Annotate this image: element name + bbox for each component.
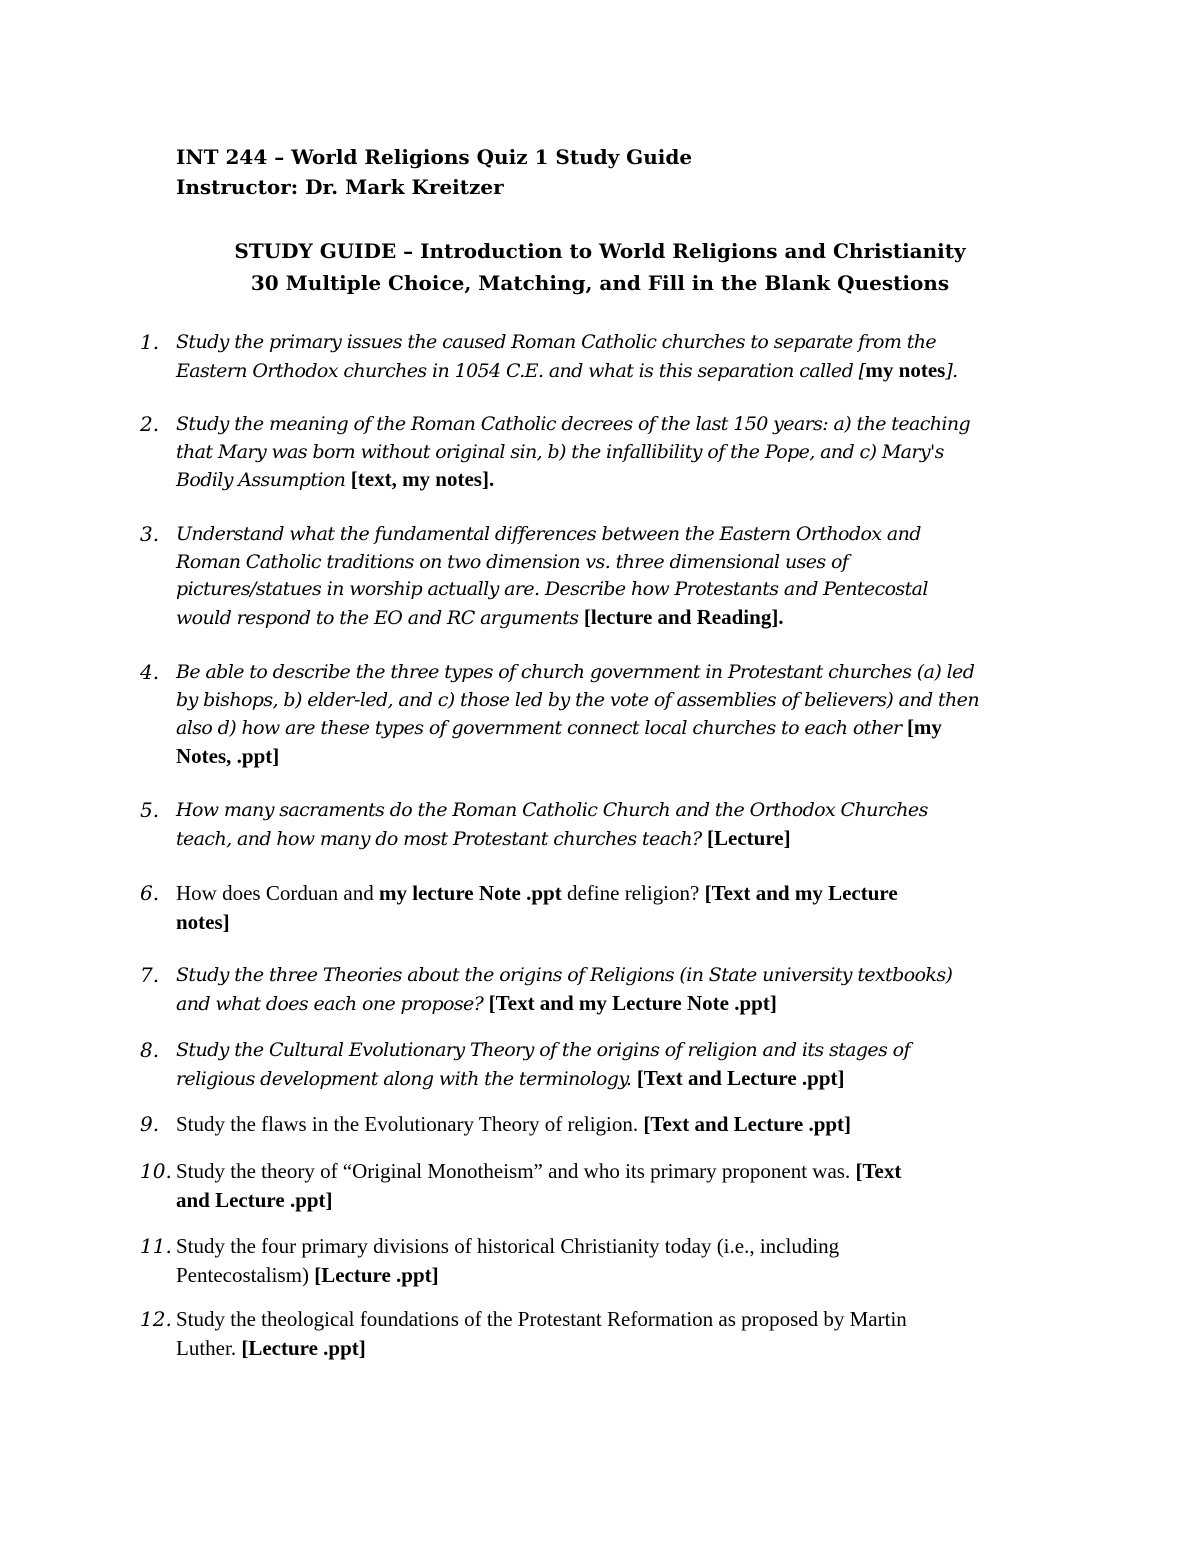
question-text: teach, and how many do most Protestant churches teach? bbox=[176, 827, 708, 850]
question-text: How many sacraments do the Roman Catholic Church and the Orthodox Churches bbox=[176, 799, 928, 821]
question-number: 10. bbox=[140, 1159, 172, 1183]
study-guide-heading: STUDY GUIDE – Introduction to World Religions and Christianity bbox=[234, 239, 966, 263]
question-number: 9. bbox=[140, 1112, 160, 1136]
question-text: also d) how are these types of government connect local churches to each other bbox=[176, 717, 907, 739]
reference-tag: Notes, .ppt] bbox=[176, 743, 280, 768]
question-text: Study the primary issues the caused Roman Catholic churches to separate from the bbox=[176, 331, 937, 353]
reference-tag: notes] bbox=[176, 909, 230, 934]
reference-tag: [text, my notes]. bbox=[350, 467, 495, 491]
question-10 bbox=[176, 1158, 1036, 1215]
question-number: 3. bbox=[140, 522, 160, 546]
question-line bbox=[176, 880, 1036, 909]
question-format-heading: 30 Multiple Choice, Matching, and Fill in the Blank Questions bbox=[250, 271, 950, 295]
question-line bbox=[176, 825, 1036, 854]
question-line bbox=[176, 549, 1036, 577]
question-text: Study the Cultural Evolutionary Theory of the origins of religion and its stages of bbox=[176, 1039, 910, 1061]
question-line bbox=[176, 1306, 1036, 1335]
question-text: religious development along with the terminology. bbox=[176, 1067, 637, 1090]
question-line bbox=[176, 329, 1036, 357]
question-line bbox=[176, 411, 1036, 439]
question-line bbox=[176, 687, 1036, 715]
question-line bbox=[176, 1335, 1036, 1364]
question-text: Study the theory of “Original Monotheism” and who its primary proponent was. bbox=[176, 1159, 856, 1183]
question-line bbox=[176, 1262, 1036, 1291]
question-number: 4. bbox=[140, 660, 160, 684]
question-text: Roman Catholic traditions on two dimension vs. three dimensional uses of bbox=[176, 550, 849, 573]
question-line bbox=[176, 521, 1036, 549]
question-line bbox=[176, 1037, 1036, 1065]
question-text: that Mary was born without original sin, b) the infallibility of the Pope, and c) Mary's bbox=[176, 440, 944, 463]
question-line bbox=[176, 659, 1036, 687]
question-text: pictures/statues in worship actually are. Describe how Protestants and Pentecostal bbox=[176, 578, 928, 600]
question-line bbox=[176, 604, 1036, 633]
question-line bbox=[176, 1065, 1036, 1094]
question-text: define religion? bbox=[561, 881, 705, 905]
reference-tag: [Text and Lecture .ppt] bbox=[643, 1112, 852, 1136]
question-text: Pentecostalism) bbox=[176, 1262, 315, 1287]
question-text: would respond to the EO and RC arguments bbox=[176, 606, 584, 629]
question-number: 1. bbox=[140, 330, 160, 354]
question-text: Bodily Assumption bbox=[176, 469, 351, 491]
question-text: Study the flaws in the Evolutionary Theory of religion. bbox=[176, 1112, 644, 1136]
question-number: 12. bbox=[140, 1307, 172, 1331]
reference-tag: my notes bbox=[865, 357, 946, 382]
question-line bbox=[176, 576, 1036, 604]
question-number: 5. bbox=[140, 798, 160, 822]
question-text: Study the theological foundations of the Protestant Reformation as proposed by Martin bbox=[176, 1307, 907, 1331]
question-line bbox=[176, 909, 1036, 938]
question-11 bbox=[176, 1233, 1036, 1290]
question-text: ]. bbox=[945, 359, 958, 382]
question-text: How does Corduan and bbox=[176, 881, 379, 905]
question-9 bbox=[176, 1111, 1036, 1140]
question-number: 7. bbox=[140, 963, 160, 987]
question-4 bbox=[176, 659, 1036, 771]
reference-tag: [my bbox=[906, 715, 942, 739]
question-line bbox=[176, 1111, 1036, 1140]
question-number: 8. bbox=[140, 1038, 160, 1062]
question-line bbox=[176, 743, 1036, 772]
question-3 bbox=[176, 521, 1036, 632]
question-8 bbox=[176, 1037, 1036, 1093]
question-line bbox=[176, 962, 1036, 990]
question-text: and what does each one propose? bbox=[176, 992, 489, 1015]
reference-tag: [Text and my Lecture bbox=[704, 881, 898, 905]
question-line bbox=[176, 1187, 1036, 1216]
question-text: Study the four primary divisions of historical Christianity today (i.e., including bbox=[176, 1234, 840, 1258]
question-text: Study the three Theories about the origins of Religions (in State university textbooks) bbox=[176, 964, 953, 986]
reference-tag: [Text and my Lecture Note .ppt] bbox=[488, 990, 777, 1015]
reference-tag: [Text and Lecture .ppt] bbox=[636, 1065, 845, 1090]
question-line bbox=[176, 990, 1036, 1019]
question-line bbox=[176, 714, 1036, 743]
instructor-line: Instructor: Dr. Mark Kreitzer bbox=[176, 175, 504, 199]
question-number: 11. bbox=[140, 1234, 172, 1258]
reference-tag: [Lecture .ppt] bbox=[314, 1262, 439, 1287]
question-line bbox=[176, 1233, 1036, 1262]
question-number: 2. bbox=[140, 412, 160, 436]
question-line bbox=[176, 797, 1036, 825]
question-text: Study the meaning of the Roman Catholic decrees of the last 150 years: a) the teaching bbox=[176, 413, 971, 435]
question-number: 6. bbox=[140, 881, 160, 905]
reference-tag: [Lecture .ppt] bbox=[241, 1335, 366, 1360]
question-line bbox=[176, 439, 1036, 467]
question-6 bbox=[176, 880, 1036, 937]
reference-tag: [Text bbox=[855, 1159, 902, 1183]
question-line bbox=[176, 357, 1036, 386]
question-12 bbox=[176, 1306, 1036, 1363]
reference-tag: my lecture Note .ppt bbox=[378, 881, 562, 905]
reference-tag: and Lecture .ppt] bbox=[176, 1187, 333, 1212]
question-line bbox=[176, 466, 1036, 495]
course-title: INT 244 – World Religions Quiz 1 Study Guide bbox=[176, 145, 693, 169]
question-5 bbox=[176, 797, 1036, 853]
question-line bbox=[176, 1158, 1036, 1187]
question-text: Be able to describe the three types of church government in Protestant churches (a) led bbox=[176, 661, 975, 683]
question-2 bbox=[176, 411, 1036, 495]
question-text: by bishops, b) elder-led, and c) those led by the vote of assemblies of believers) and then bbox=[176, 688, 979, 711]
question-1 bbox=[176, 329, 1036, 385]
question-text: Eastern Orthodox churches in 1054 C.E. and what is this separation called [ bbox=[176, 359, 866, 382]
question-text: Luther. bbox=[176, 1335, 242, 1360]
question-7 bbox=[176, 962, 1036, 1018]
reference-tag: [Lecture] bbox=[707, 825, 791, 850]
question-text: Understand what the fundamental differences between the Eastern Orthodox and bbox=[176, 523, 921, 545]
reference-tag: [lecture and Reading]. bbox=[583, 604, 784, 629]
